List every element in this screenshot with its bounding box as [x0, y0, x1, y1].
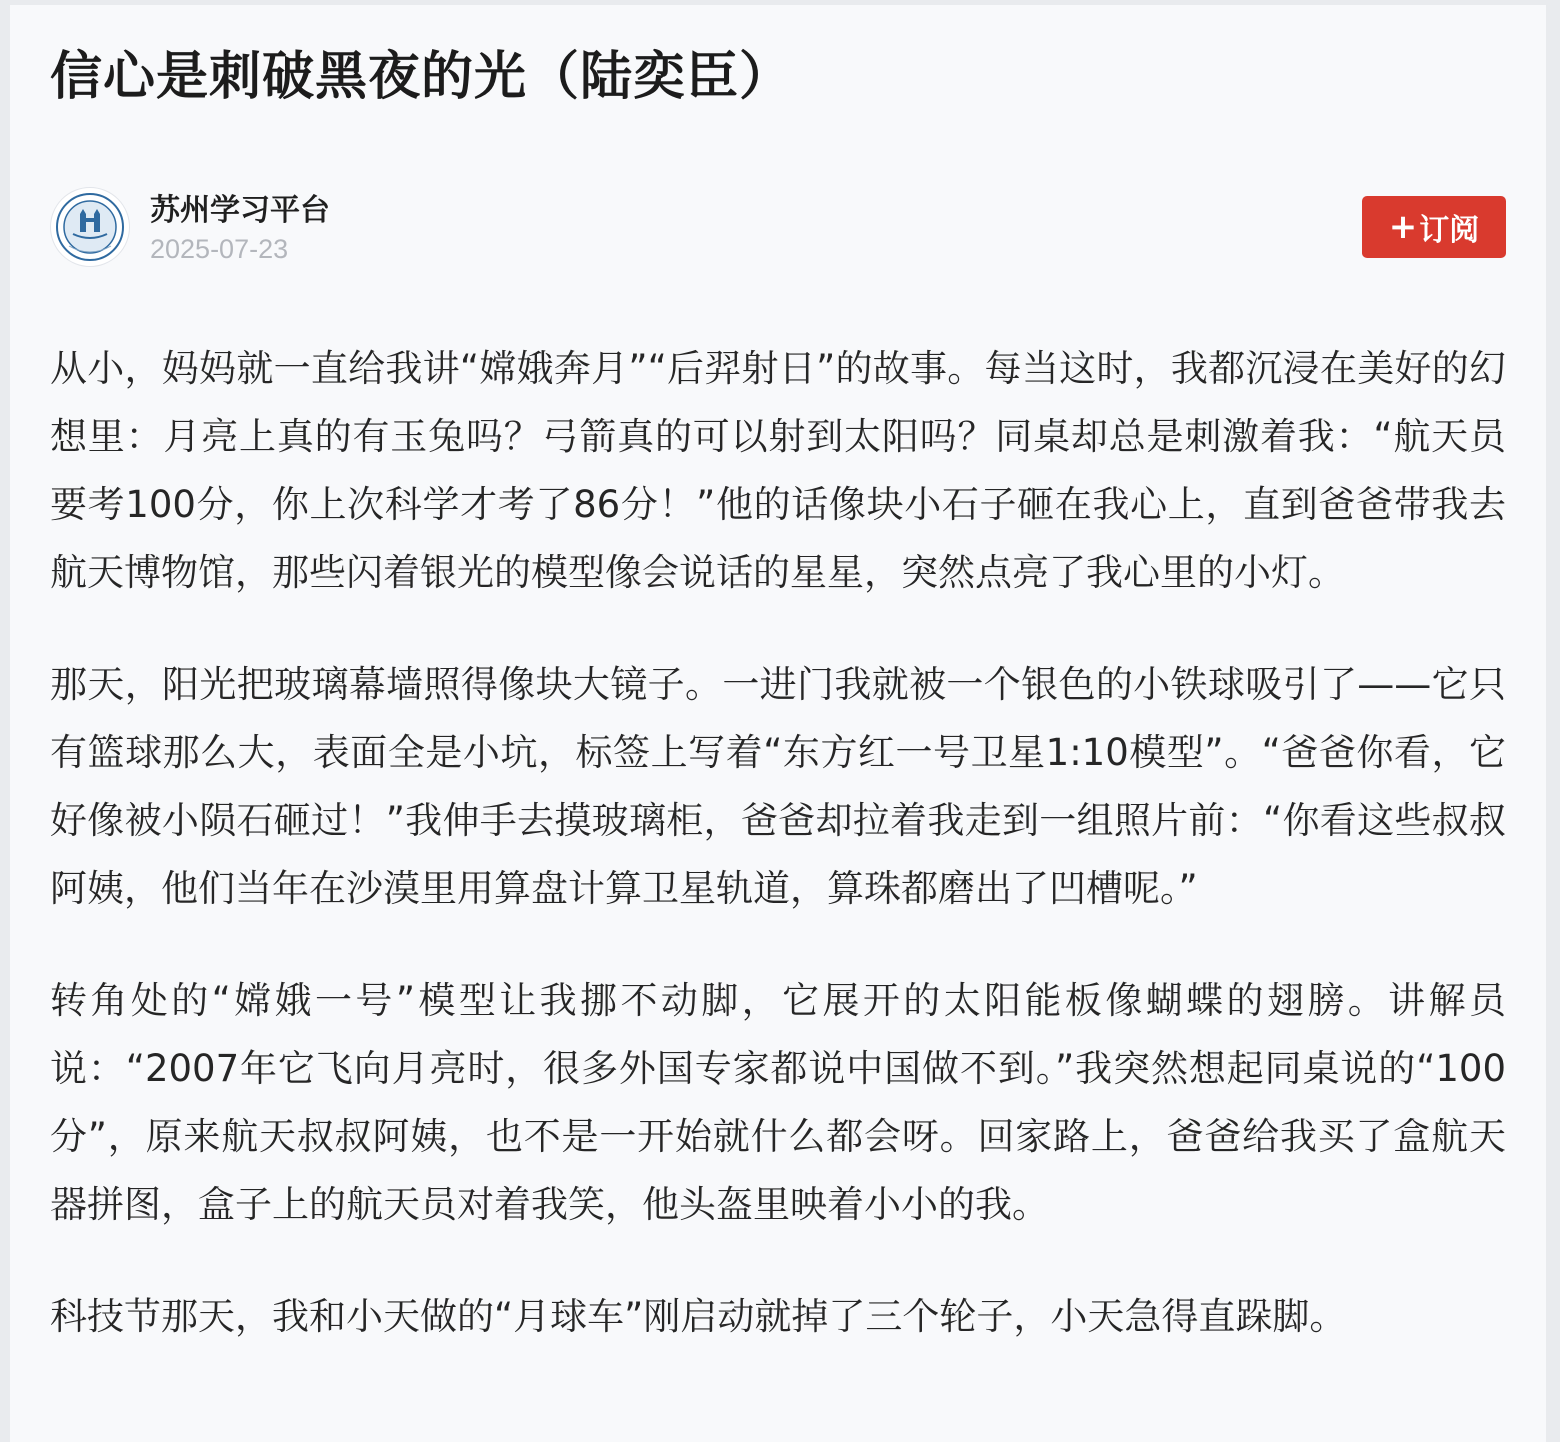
paragraph: 转角处的“嫦娥一号”模型让我挪不动脚，它展开的太阳能板像蝴蝶的翅膀。讲解员说：“2007年它飞向月亮时，很多外国专家都说中国做不到。”我突然想起同桌说的“100分”，原来航天叔叔阿姨，也不是一开始就什么都会呀。回家路上，爸爸给我买了盒航天器拼图，盒子上的航天员对着我笑，他头盔里映着小小的我。 [50, 979, 1506, 1226]
publish-date: 2025-07-23 [150, 234, 289, 264]
subscribe-button[interactable] [1362, 196, 1506, 258]
paragraph: 从小，妈妈就一直给我讲“嫦娥奔月”“后羿射日”的故事。每当这时，我都沉浸在美好的幻想里：月亮上真的有玉兔吗？弓箭真的可以射到太阳吗？同桌却总是刺激着我：“航天员要考100分，你上次科学才考了86分！”他的话像块小石子砸在我心上，直到爸爸带我去航天博物馆，那些闪着银光的模型像会说话的星星，突然点亮了我心里的小灯。 [50, 347, 1506, 594]
suzhou-logo-icon [51, 188, 129, 266]
author-avatar[interactable] [50, 187, 130, 267]
plus-icon: + [1388, 207, 1418, 247]
article-page [10, 5, 1546, 1442]
paragraph: 那天，阳光把玻璃幕墙照得像块大镜子。一进门我就被一个银色的小铁球吸引了——它只有篮球那么大，表面全是小坑，标签上写着“东方红一号卫星1:10模型”。“爸爸你看，它好像被小陨石砸过！”我伸手去摸玻璃柜，爸爸却拉着我走到一组照片前：“你看这些叔叔阿姨，他们当年在沙漠里用算盘计算卫星轨道，算珠都磨出了凹槽呢。” [50, 663, 1506, 910]
subscribe-label: 订阅 [1419, 213, 1480, 248]
paragraph: 科技节那天，我和小天做的“月球车”刚启动就掉了三个轮子，小天急得直跺脚。 [50, 1295, 1347, 1338]
article-body [50, 335, 1506, 1395]
article-title: 信心是刺破黑夜的光（陆奕臣） [50, 47, 793, 107]
author-name[interactable]: 苏州学习平台 [150, 193, 330, 228]
